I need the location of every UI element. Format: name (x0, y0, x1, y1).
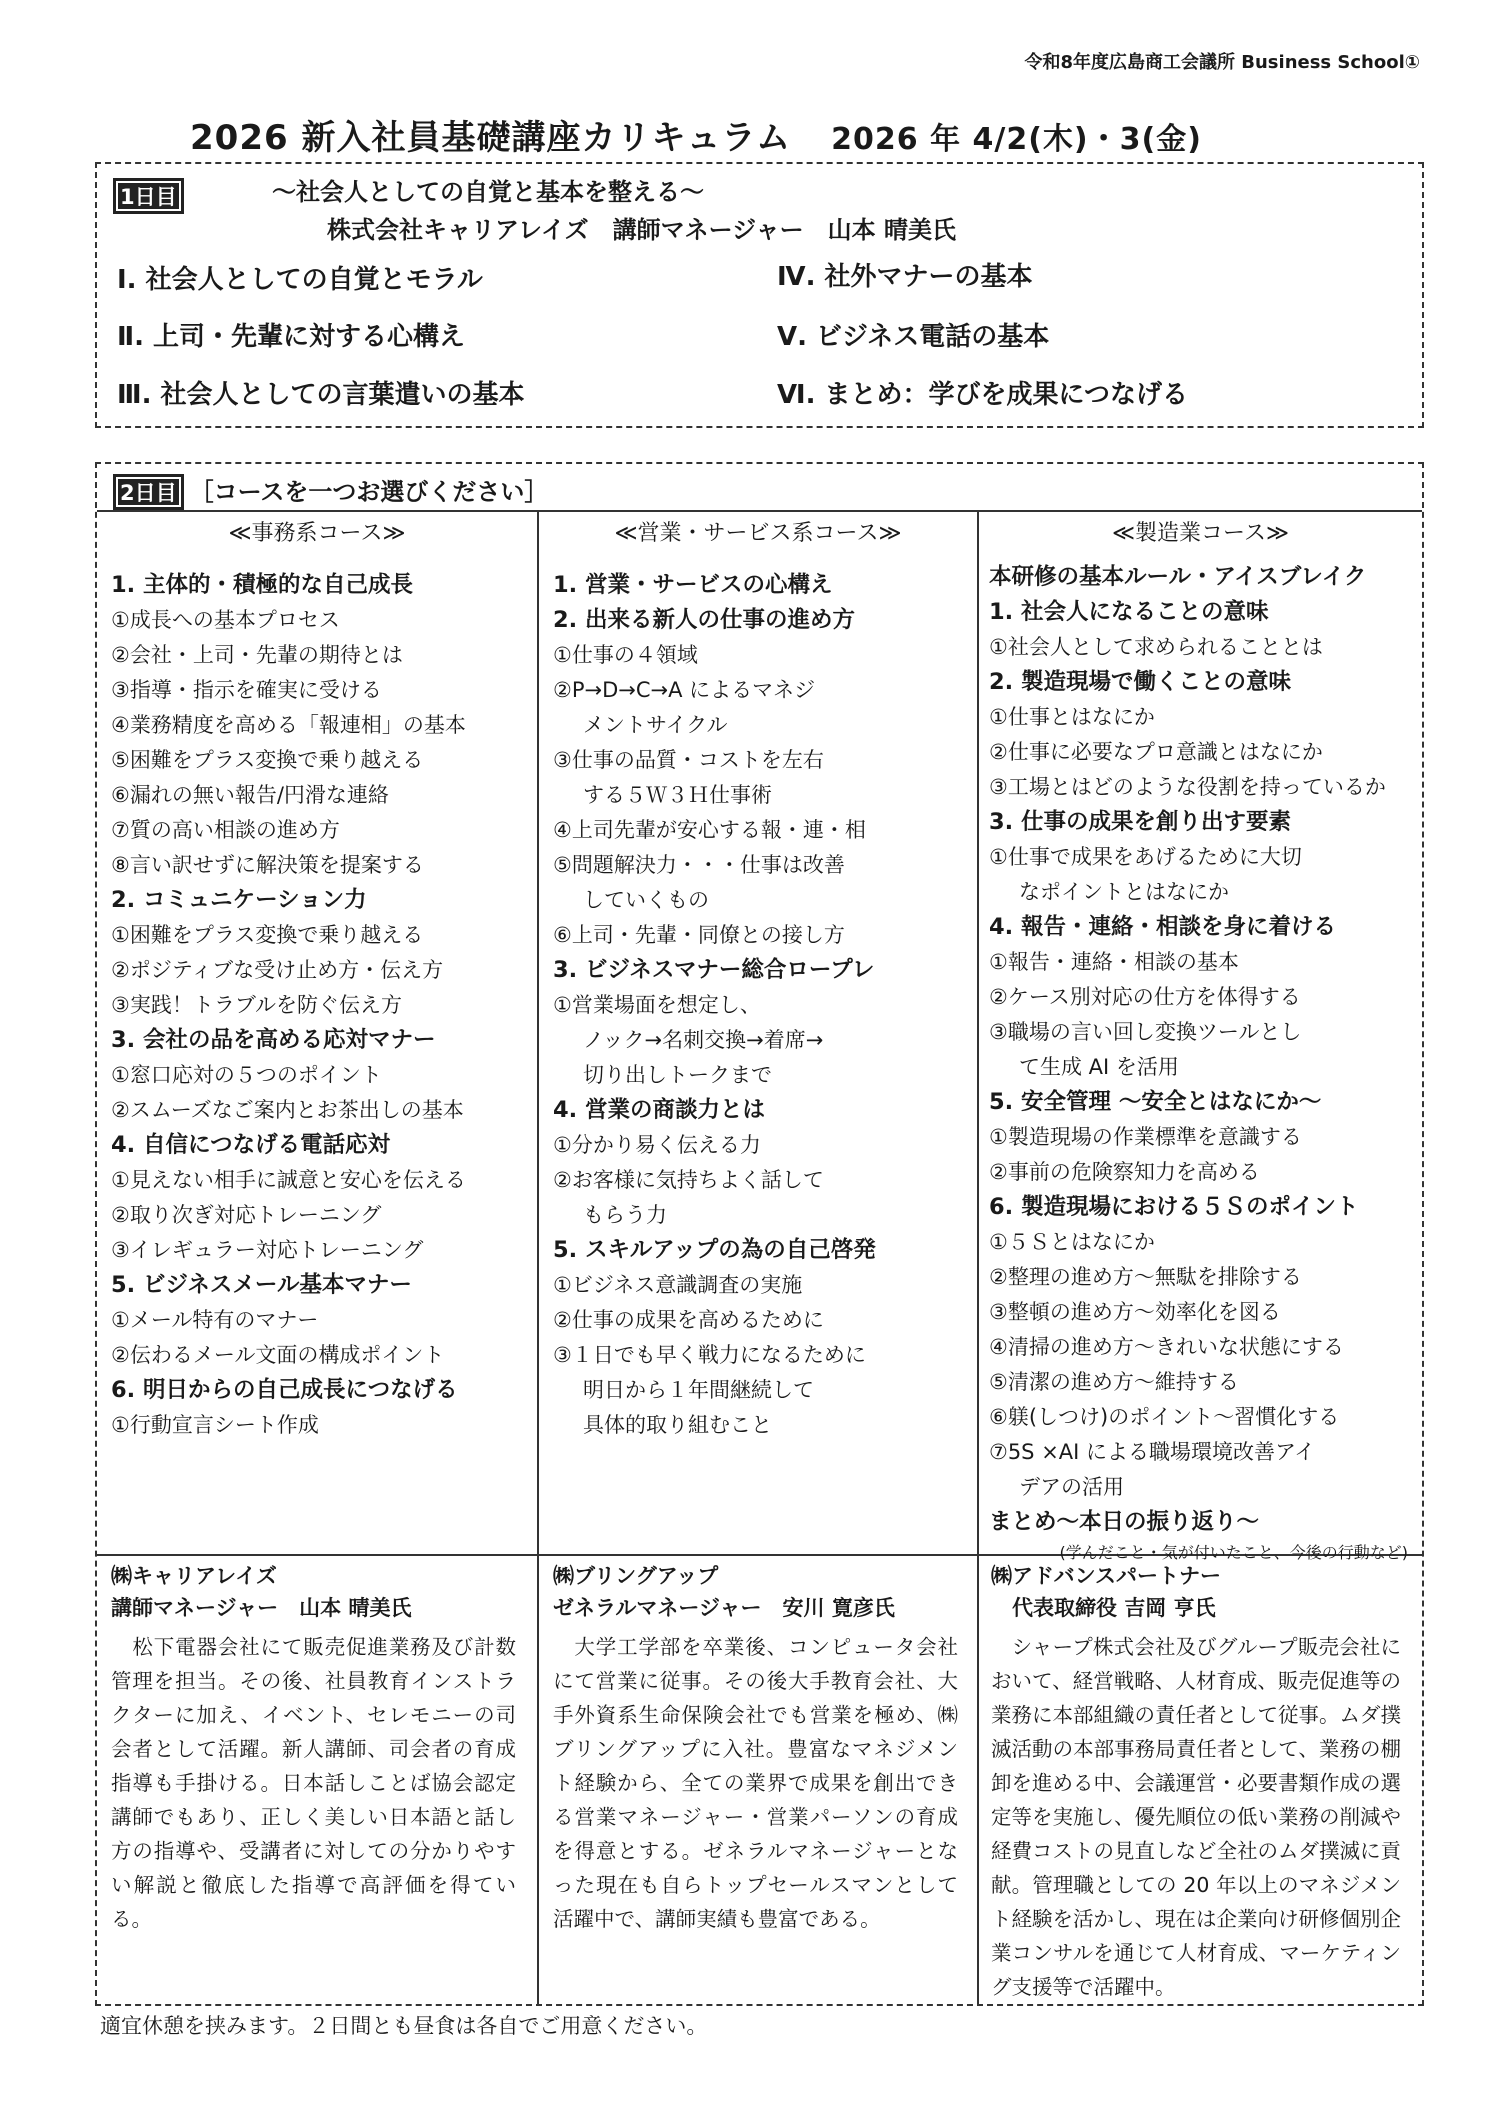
day1-item-3: Ⅲ. 社会人としての言葉遣いの基本 (117, 380, 525, 410)
course-topic: メントサイクル (583, 713, 728, 737)
course-topic: ③指導・指示を確実に受ける (111, 678, 382, 702)
course-topic: ①社会人として求められることとは (989, 635, 1323, 659)
course-section-heading: 6. 製造現場における５Ｓのポイント (989, 1194, 1359, 1220)
instructor-company: ㈱キャリアレイズ (111, 1564, 277, 1588)
course-topic: ②整理の進め方～無駄を排除する (989, 1265, 1302, 1289)
course-section-heading: 3. ビジネスマナー総合ロープレ (553, 957, 875, 983)
day1-section (95, 162, 1424, 428)
day1-item-2: Ⅱ. 上司・先輩に対する心構え (117, 322, 466, 352)
course-curriculum (97, 554, 537, 1443)
day2-instruction: ［コースを一つお選びください］ (189, 478, 549, 506)
course-section-heading: 5. 安全管理 ～安全とはなにか～ (989, 1089, 1322, 1115)
instructor-bio: 大学工学部を卒業後、コンピュータ会社にて営業に従事。その後大手教育会社、大手外資系生命保険会社でも営業を極め、㈱ブリングアップに入社。豊富なマネジメント経験から、全ての業界で成果を創出できる営業マネージャー・営業パーソンの育成を得意とする。ゼネラルマネージャーとなった現在も自らトップセールスマンとして活躍中で、講師実績も豊富である。 (553, 1635, 958, 1931)
course-topic: ①行動宣言シート作成 (111, 1413, 319, 1437)
instructor-name: ゼネラルマネージャー 安川 寛彦氏 (553, 1596, 895, 1620)
day1-item-6: Ⅵ. まとめ：学びを成果につなげる (777, 380, 1188, 410)
course-topic: する５Ｗ３Ｈ仕事術 (583, 783, 772, 807)
course-topic: ④業務精度を高める「報連相」の基本 (111, 713, 466, 737)
course-topic: ④清掃の進め方～きれいな状態にする (989, 1335, 1344, 1359)
course-title: ≪営業・サービス系コース≫ (614, 521, 902, 546)
course-topic: ①見えない相手に誠意と安心を伝える (111, 1168, 466, 1192)
course-topic: ⑤問題解決力・・・仕事は改善 (553, 853, 845, 877)
instructor-profile-manufacturing (991, 1560, 1411, 2004)
course-topic: ②伝わるメール文面の構成ポイント (111, 1343, 445, 1367)
course-section-heading: 4. 営業の商談力とは (553, 1097, 766, 1123)
course-topic: て生成 AI を活用 (1019, 1055, 1179, 1079)
course-topic: ①仕事とはなにか (989, 705, 1155, 729)
course-topic: ⑤困難をプラス変換で乗り越える (111, 748, 424, 772)
course-topic: ②会社・上司・先輩の期待とは (111, 643, 403, 667)
course-topic: デアの活用 (1019, 1475, 1124, 1499)
instructor-bio: 松下電器会社にて販売促進業務及び計数管理を担当。その後、社員教育インストラクターに加え、イベント、セレモニーの司会者として活躍。新人講師、司会者の育成指導も手掛ける。日本話しことば協会認定講師でもあり、正しく美しい日本語と話し方の指導や、受講者に対しての分かりやすい解説と徹底した指導で高評価を得ている。 (111, 1635, 516, 1931)
course-section-heading: 1. 社会人になることの意味 (989, 599, 1269, 625)
instructor-bio: シャープ株式会社及びグループ販売会社において、経営戦略、人材育成、販売促進等の業務に本部組織の責任者として従事。ムダ撲滅活動の本部事務局責任者として、業務の棚卸を進める中、会議運営・必要書類作成の選定等を実施し、優先順位の低い業務の削減や経費コストの見直しなど全社のムダ撲滅に貢献。管理職としての 20 年以上のマネジメント経験を活かし、現在は企業向け研修個別企業コンサルを通じて人材育成、マーケティング支援等で活躍中。 (991, 1635, 1401, 1999)
day1-instructor: 株式会社キャリアレイズ 講師マネージャー 山本 晴美氏 (327, 216, 956, 244)
course-topic: ①窓口応対の５つのポイント (111, 1063, 382, 1087)
course-section-heading: 3. 仕事の成果を創り出す要素 (989, 809, 1292, 835)
course-topic: 明日から１年間継続して (583, 1378, 814, 1402)
course-title: ≪製造業コース≫ (1112, 521, 1289, 546)
course-topic: ⑦質の高い相談の進め方 (111, 818, 340, 842)
course-sales (539, 514, 977, 1443)
course-topic: ①仕事で成果をあげるために大切 (989, 845, 1302, 869)
instructor-name: 代表取締役 吉岡 亨氏 (991, 1596, 1216, 1620)
course-manufacturing (979, 514, 1422, 1566)
course-topic: ②スムーズなご案内とお茶出しの基本 (111, 1098, 464, 1122)
day1-subtitle: ～社会人としての自覚と基本を整える～ (272, 178, 704, 206)
divider (97, 510, 1422, 512)
course-section-heading: 2. コミュニケーション力 (111, 887, 367, 913)
course-section-heading: 5. スキルアップの為の自己啓発 (553, 1237, 876, 1263)
day2-section (95, 462, 1424, 2006)
course-topic: ③実践！トラブルを防ぐ伝え方 (111, 993, 402, 1017)
course-section-heading: まとめ～本日の振り返り～ (989, 1509, 1260, 1535)
course-topic: ①製造現場の作業標準を意識する (989, 1125, 1302, 1149)
course-topic: ①成長への基本プロセス (111, 608, 340, 632)
course-topic: ③イレギュラー対応トレーニング (111, 1238, 424, 1262)
course-section-heading: 2. 出来る新人の仕事の進め方 (553, 607, 856, 633)
course-topic: ②ケース別対応の仕方を体得する (989, 985, 1301, 1009)
course-topic: ①５Ｓとはなにか (989, 1230, 1155, 1254)
course-topic: ①仕事の４領域 (553, 643, 698, 667)
course-title: ≪事務系コース≫ (228, 521, 406, 546)
course-topic: ③職場の言い回し変換ツールとし (989, 1020, 1302, 1044)
course-topic: もらう力 (583, 1203, 667, 1227)
course-topic: ②仕事に必要なプロ意識とはなにか (989, 740, 1323, 764)
course-topic: ③仕事の品質・コストを左右 (553, 748, 824, 772)
course-topic: ⑥上司・先輩・同僚との接し方 (553, 923, 845, 947)
course-section-heading: 1. 営業・サービスの心構え (553, 572, 833, 598)
day1-item-1: Ⅰ. 社会人としての自覚とモラル (117, 265, 483, 295)
course-topic: していくもの (583, 888, 709, 912)
course-topic: ⑧言い訳せずに解決策を提案する (111, 853, 424, 877)
course-topic: (学んだこと・気が付いたこと、今後の行動など) (1059, 1543, 1408, 1562)
title-text: 2026 新入社員基礎講座カリキュラム (190, 118, 792, 158)
course-topic: ノック→名刺交換→着席→ (583, 1028, 824, 1052)
course-topic: ⑤清潔の進め方～維持する (989, 1370, 1239, 1394)
footer-note: 適宜休憩を挟みます。２日間とも昼食は各自でご用意ください。 (100, 2014, 708, 2038)
course-topic: ①メール特有のマナー (111, 1308, 319, 1332)
course-section-heading: 4. 報告・連絡・相談を身に着ける (989, 914, 1337, 940)
instructor-profile-sales (553, 1560, 968, 1936)
course-topic: ①困難をプラス変換で乗り越える (111, 923, 424, 947)
day1-tag: 1日目 (113, 178, 184, 214)
day2-heading (113, 472, 548, 510)
course-section-heading: 3. 会社の品を高める応対マナー (111, 1027, 436, 1053)
instructor-company: ㈱ブリングアップ (553, 1564, 719, 1588)
course-topic: なポイントとはなにか (1019, 880, 1229, 904)
course-topic: ③１日でも早く戦力になるために (553, 1343, 866, 1367)
course-curriculum (979, 554, 1422, 1566)
course-section-heading: 2. 製造現場で働くことの意味 (989, 669, 1292, 695)
instructor-company: ㈱アドバンスパートナー (991, 1564, 1221, 1588)
course-section-heading: 4. 自信につなげる電話応対 (111, 1132, 391, 1158)
course-office (97, 514, 537, 1443)
course-topic: ②取り次ぎ対応トレーニング (111, 1203, 382, 1227)
event-date: 2026 年 4/2(木)・3(金) (831, 122, 1202, 157)
course-topic: ②仕事の成果を高めるために (553, 1308, 824, 1332)
day2-tag: 2日目 (113, 474, 184, 510)
course-curriculum (539, 554, 977, 1443)
course-topic: ⑥漏れの無い報告/円滑な連絡 (111, 783, 389, 807)
page-title (190, 110, 1202, 159)
course-topic: 具体的取り組むこと (583, 1413, 772, 1437)
course-topic: ③工場とはどのような役割を持っているか (989, 775, 1386, 799)
day1-item-4: Ⅳ. 社外マナーの基本 (777, 262, 1033, 292)
day1-item-5: Ⅴ. ビジネス電話の基本 (777, 322, 1050, 352)
course-topic: ④上司先輩が安心する報・連・相 (553, 818, 866, 842)
course-section-heading: 5. ビジネスメール基本マナー (111, 1272, 412, 1298)
course-topic: ⑦5S ×AI による職場環境改善アイ (989, 1440, 1316, 1464)
course-topic: ①ビジネス意識調査の実施 (553, 1273, 803, 1297)
course-topic: ②お客様に気持ちよく話して (553, 1168, 824, 1192)
course-topic: ②ポジティブな受け止め方・伝え方 (111, 958, 444, 982)
course-section-heading: 本研修の基本ルール・アイスブレイク (989, 564, 1367, 590)
course-topic: ③整頓の進め方～効率化を図る (989, 1300, 1281, 1324)
course-topic: ②事前の危険察知力を高める (989, 1160, 1260, 1184)
course-section-heading: 1. 主体的・積極的な自己成長 (111, 572, 414, 598)
course-topic: ②P→D→C→A によるマネジ (553, 678, 816, 702)
instructor-name: 講師マネージャー 山本 晴美氏 (111, 1596, 412, 1620)
course-topic: 切り出しトークまで (583, 1063, 772, 1087)
header-note: 令和8年度広島商工会議所 Business School① (1024, 52, 1420, 73)
instructor-profile-office (111, 1560, 526, 1936)
course-topic: ⑥躾(しつけ)のポイント～習慣化する (989, 1405, 1340, 1429)
course-topic: ①報告・連絡・相談の基本 (989, 950, 1239, 974)
course-topic: ①分かり易く伝える力 (553, 1133, 761, 1157)
course-section-heading: 6. 明日からの自己成長につなげる (111, 1377, 458, 1403)
course-topic: ①営業場面を想定し、 (553, 993, 761, 1017)
